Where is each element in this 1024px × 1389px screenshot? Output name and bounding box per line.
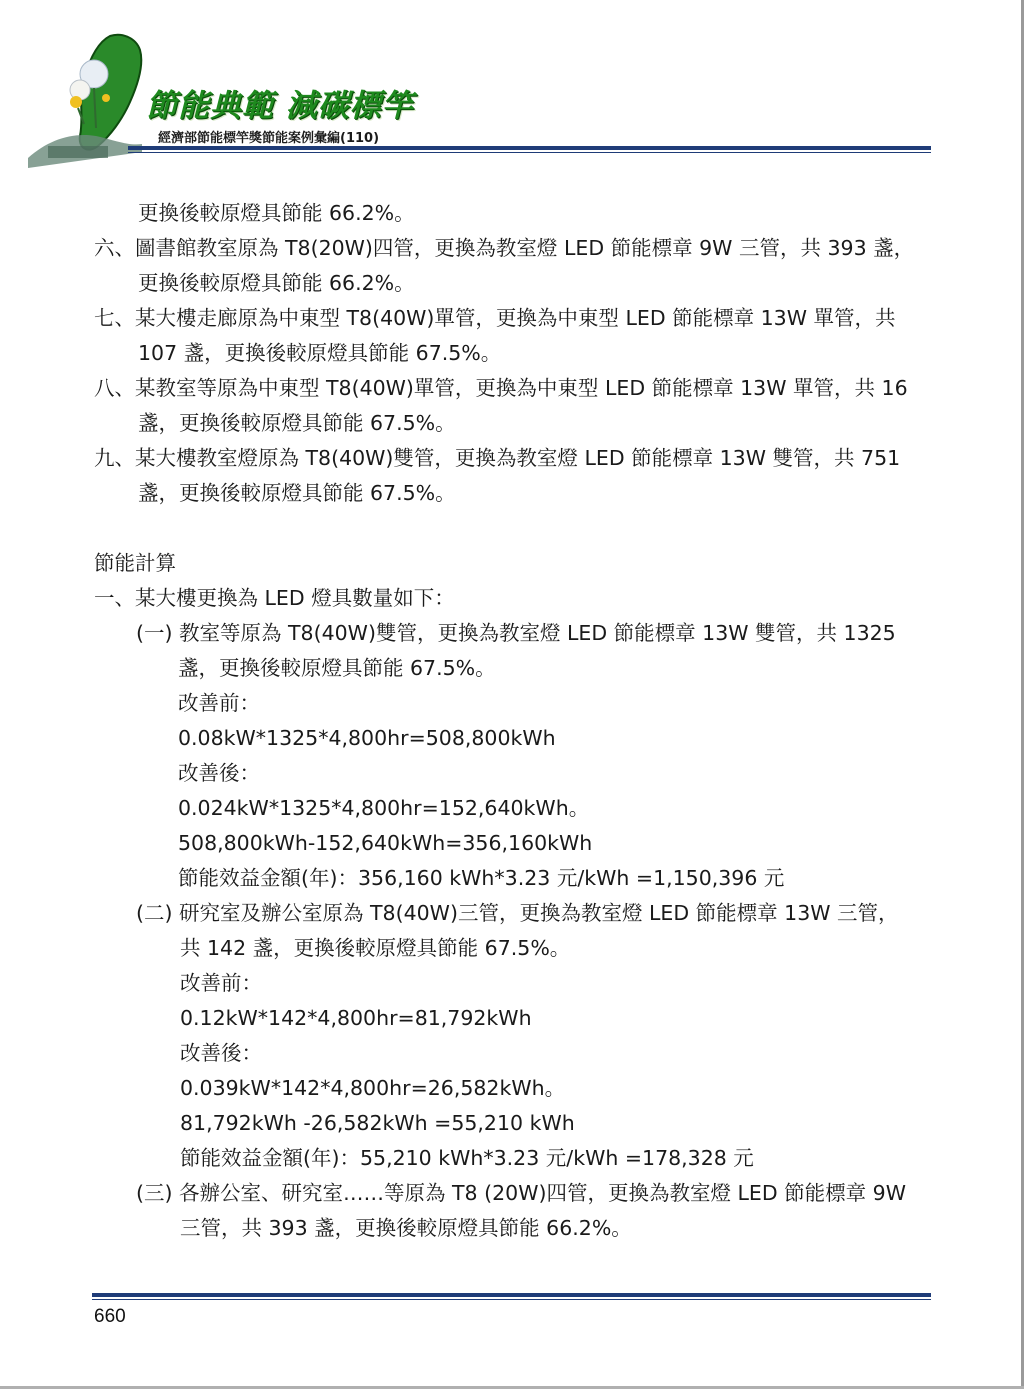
list-item-8: 八、某教室等原為中東型 T8(40W)單管，更換為中東型 LED 節能標章 13W 單管，共 16	[94, 376, 908, 400]
list-item-7: 七、某大樓走廊原為中東型 T8(40W)單管，更換為中東型 LED 節能標章 13W 單管，共	[94, 306, 896, 330]
page-number: 660	[94, 1306, 126, 1327]
header-title: 節能典範 減碳標竿	[146, 88, 414, 124]
before-label: 改善前：	[180, 971, 262, 995]
text-line: 107 盞，更換後較原燈具節能 67.5%。	[138, 341, 502, 365]
before-label: 改善前：	[178, 691, 260, 715]
footer-rule-thin	[92, 1299, 931, 1300]
header-rule-thin	[128, 152, 931, 153]
calc-line: 0.08kW*1325*4,800hr=508,800kWh	[178, 726, 556, 750]
text-line: 更換後較原燈具節能 66.2%。	[138, 201, 415, 225]
text-line: 盞，更換後較原燈具節能 67.5%。	[178, 656, 496, 680]
header-rule	[128, 146, 931, 150]
calc-line: 81,792kWh -26,582kWh =55,210 kWh	[180, 1111, 575, 1135]
calc-line: 508,800kWh-152,640kWh=356,160kWh	[178, 831, 593, 855]
section-heading: 節能計算	[94, 551, 176, 575]
footer-rule	[92, 1293, 931, 1297]
after-label: 改善後：	[180, 1041, 262, 1065]
list-item-9: 九、某大樓教室燈原為 T8(40W)雙管，更換為教室燈 LED 節能標章 13W 雙管，共 751	[94, 446, 901, 470]
calc-line: 0.024kW*1325*4,800hr=152,640kWh。	[178, 796, 590, 820]
sub-item-3: (三) 各辦公室、研究室……等原為 T8 (20W)四管，更換為教室燈 LED 節能標章 9W	[136, 1181, 906, 1205]
sub-item-1: (一) 教室等原為 T8(40W)雙管，更換為教室燈 LED 節能標章 13W 雙管，共 1325	[136, 621, 896, 645]
text-line: 盞，更換後較原燈具節能 67.5%。	[138, 411, 456, 435]
page-header	[0, 0, 1024, 190]
text-line: 三管，共 393 盞，更換後較原燈具節能 66.2%。	[180, 1216, 632, 1240]
header-subtitle: 經濟部節能標竿獎節能案例彙編(110)	[158, 131, 380, 146]
text-line: 更換後較原燈具節能 66.2%。	[138, 271, 415, 295]
list-item-1: 一、某大樓更換為 LED 燈具數量如下：	[94, 586, 455, 610]
savings-line: 節能效益金額(年)：356,160 kWh*3.23 元/kWh =1,150,396 元	[178, 866, 785, 890]
text-line: 共 142 盞，更換後較原燈具節能 67.5%。	[180, 936, 571, 960]
list-item-6: 六、圖書館教室原為 T8(20W)四管，更換為教室燈 LED 節能標章 9W 三管，共 393 盞，	[94, 236, 915, 260]
savings-line: 節能效益金額(年)：55,210 kWh*3.23 元/kWh =178,328 元	[180, 1146, 754, 1170]
calc-line: 0.039kW*142*4,800hr=26,582kWh。	[180, 1076, 566, 1100]
text-line: 盞，更換後較原燈具節能 67.5%。	[138, 481, 456, 505]
calc-line: 0.12kW*142*4,800hr=81,792kWh	[180, 1006, 532, 1030]
after-label: 改善後：	[178, 761, 260, 785]
sub-item-2: (二) 研究室及辦公室原為 T8(40W)三管，更換為教室燈 LED 節能標章 13W 三管，	[136, 901, 899, 925]
